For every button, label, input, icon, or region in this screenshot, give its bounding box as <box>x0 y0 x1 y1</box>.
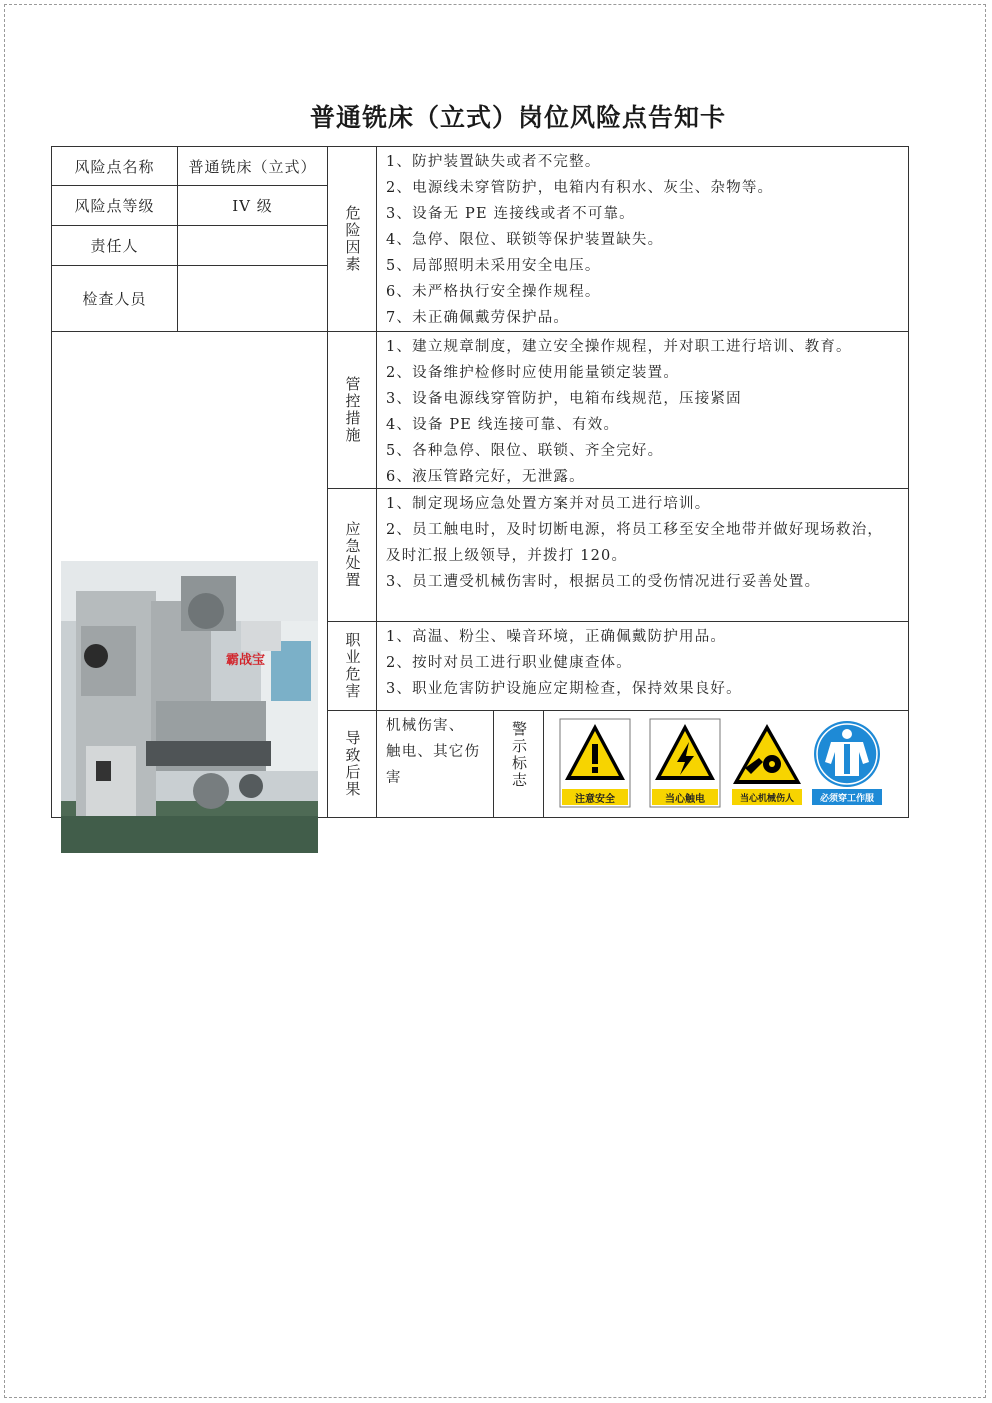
consequence-line: 触电、其它伤 <box>386 744 481 760</box>
list-item: 1、建立规章制度，建立安全操作规程，并对职工进行培训、教育。 <box>386 339 852 355</box>
list-item: 5、各种急停、限位、联锁、齐全完好。 <box>386 443 664 459</box>
hazards-label-cell <box>327 146 377 332</box>
list-item: 7、未正确佩戴劳保护品。 <box>386 310 570 326</box>
milling-machine-photo <box>61 561 318 853</box>
list-item: 4、设备 PE 线连接可靠、有效。 <box>386 417 620 433</box>
list-item: 及时汇报上级领导，并拨打 120。 <box>386 548 628 564</box>
warning-label: 警示标志 <box>510 721 528 789</box>
emergency-list <box>376 488 909 622</box>
list-item: 3、员工遭受机械伤害时，根据员工的受伤情况进行妥善处置。 <box>386 574 821 590</box>
name-label: 风险点名称 <box>51 146 178 186</box>
responsible-value <box>177 225 328 266</box>
photo-watermark: 霸战宝 <box>226 652 266 667</box>
occupational-label: 职业危害 <box>343 632 362 700</box>
level-label: 风险点等级 <box>51 185 178 226</box>
photo-cell <box>51 331 328 818</box>
consequences-label-cell <box>327 710 377 818</box>
list-item: 2、设备维护检修时应使用能量锁定装置。 <box>386 365 680 381</box>
list-item: 2、按时对员工进行职业健康查体。 <box>386 655 632 671</box>
sign-caution <box>559 718 631 808</box>
consequence-line: 害 <box>386 770 402 786</box>
list-item: 4、急停、限位、联锁等保护装置缺失。 <box>386 232 664 248</box>
consequences-label: 导致后果 <box>343 730 362 798</box>
sign-work-clothes <box>811 718 883 808</box>
controls-label: 管控措施 <box>343 376 362 444</box>
list-item: 3、职业危害防护设施应定期检查，保持效果良好。 <box>386 681 742 697</box>
consequence-line: 机械伤害、 <box>386 718 465 734</box>
inspector-label: 检查人员 <box>51 265 178 332</box>
list-item: 1、防护装置缺失或者不完整。 <box>386 154 601 170</box>
hazards-list <box>376 146 909 332</box>
list-item: 2、电源线未穿管防护，电箱内有积水、灰尘、杂物等。 <box>386 180 774 196</box>
sign-caption: 当心机械伤人 <box>739 793 794 804</box>
list-item: 3、设备电源线穿管防护，电箱布线规范，压接紧固 <box>386 391 742 407</box>
page-title: 普通铣床（立式）岗位风险点告知卡 <box>309 103 726 132</box>
list-item: 1、高温、粉尘、噪音环境，正确佩戴防护用品。 <box>386 629 727 645</box>
level-value: IV 级 <box>177 185 328 226</box>
occupational-list <box>376 621 909 711</box>
list-item: 3、设备无 PE 连接线或者不可靠。 <box>386 206 635 222</box>
risk-card <box>51 146 909 818</box>
list-item: 6、未严格执行安全操作规程。 <box>386 284 601 300</box>
list-item: 5、局部照明未采用安全电压。 <box>386 258 601 274</box>
sign-caption: 当心触电 <box>665 793 705 805</box>
list-item: 2、员工触电时，及时切断电源，将员工移至安全地带并做好现场救治， <box>386 522 884 538</box>
controls-list <box>376 331 909 489</box>
hazards-label: 危险因素 <box>343 205 362 273</box>
inspector-value <box>177 265 328 332</box>
sign-machinery <box>731 718 803 808</box>
sign-caption: 注意安全 <box>575 793 615 805</box>
controls-label-cell <box>327 331 377 489</box>
consequences-text <box>376 710 494 818</box>
warning-label-cell <box>493 710 544 818</box>
sign-caption: 必须穿工作服 <box>819 793 874 804</box>
list-item: 6、液压管路完好，无泄露。 <box>386 469 585 485</box>
occupational-label-cell <box>327 621 377 711</box>
responsible-label: 责任人 <box>51 225 178 266</box>
list-item: 1、制定现场应急处置方案并对员工进行培训。 <box>386 496 711 512</box>
emergency-label: 应急处置 <box>343 521 362 589</box>
emergency-label-cell <box>327 488 377 622</box>
sign-electric <box>649 718 721 808</box>
name-value: 普通铣床（立式） <box>177 146 328 186</box>
